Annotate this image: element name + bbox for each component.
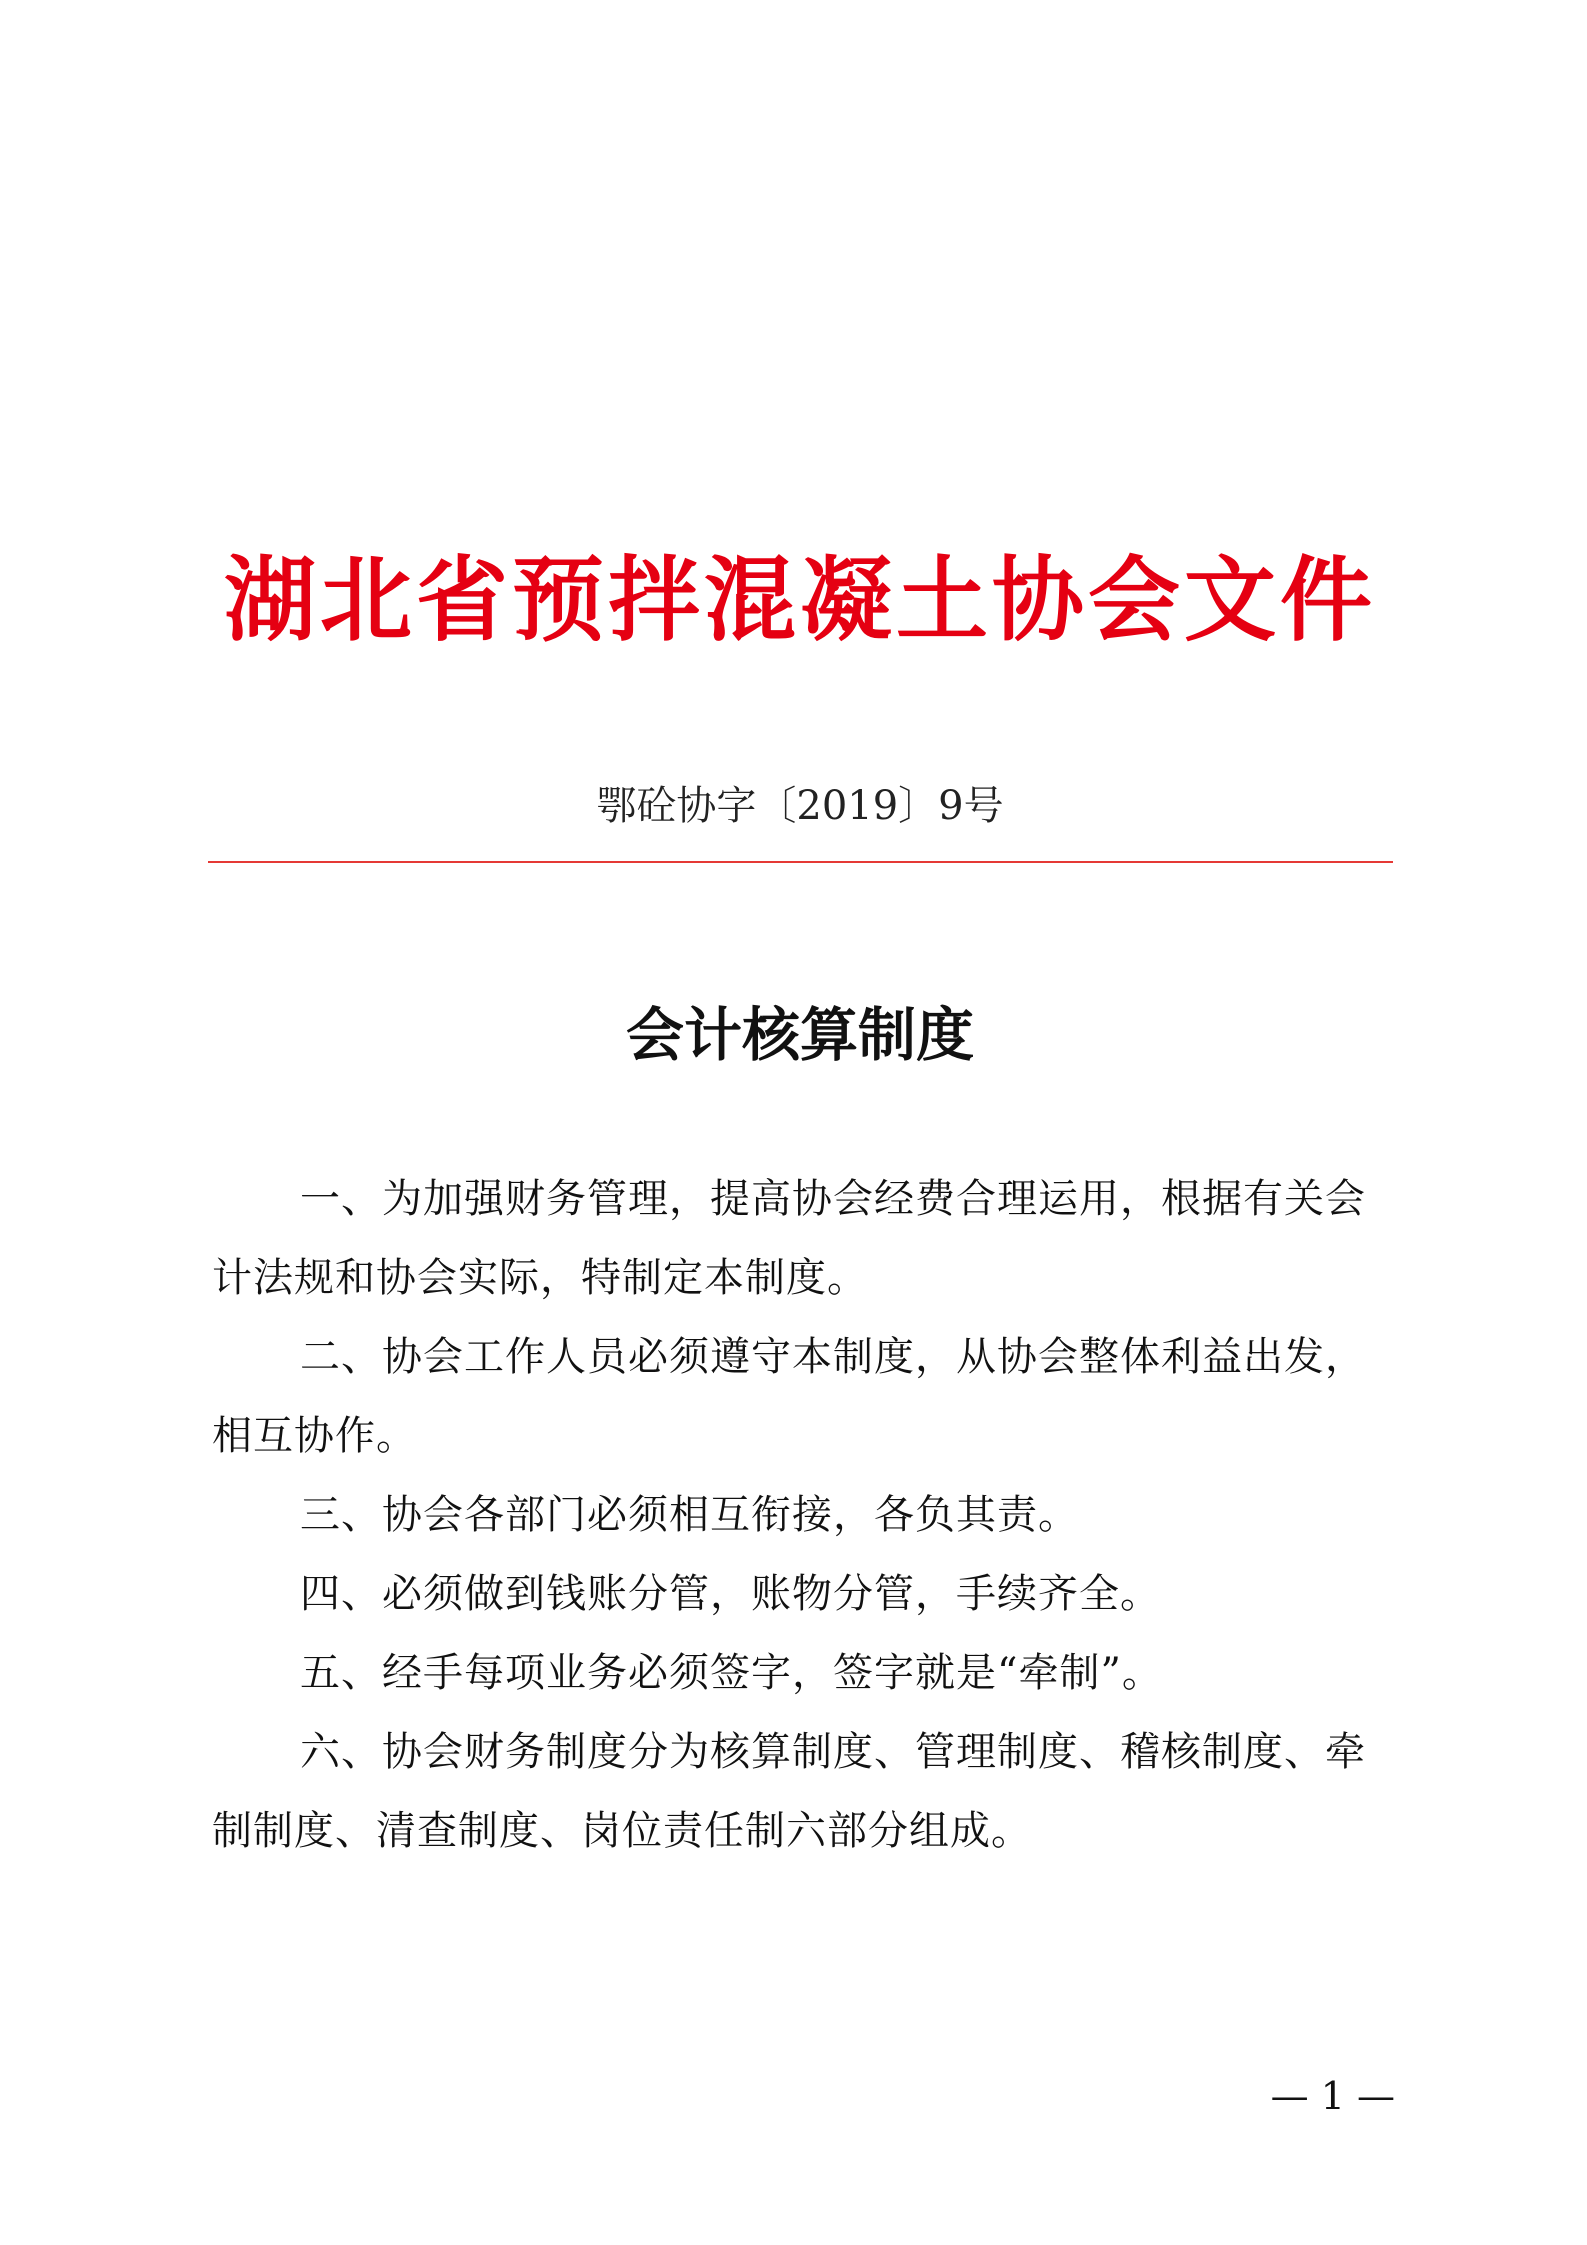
body-line: 相互协作。 bbox=[212, 1413, 417, 1459]
document-title: 会计核算制度 bbox=[625, 1001, 974, 1069]
body-line: 二、协会工作人员必须遵守本制度，从协会整体利益出发， bbox=[300, 1334, 1366, 1380]
organization-header-title: 湖北省预拌混凝土协会文件 bbox=[223, 546, 1376, 654]
body-line: 三、协会各部门必须相互衔接，各负其责。 bbox=[300, 1492, 1079, 1538]
body-line: 五、经手每项业务必须签字，签字就是“牵制”。 bbox=[300, 1650, 1163, 1696]
body-line: 一、为加强财务管理，提高协会经费合理运用，根据有关会 bbox=[300, 1176, 1366, 1222]
document-body bbox=[212, 1160, 1392, 1871]
body-line: 四、必须做到钱账分管，账物分管，手续齐全。 bbox=[300, 1571, 1161, 1617]
body-line: 六、协会财务制度分为核算制度、管理制度、稽核制度、牵 bbox=[300, 1729, 1366, 1775]
document-number: 鄂砼协字〔2019〕9号 bbox=[596, 783, 1004, 829]
body-line: 计法规和协会实际，特制定本制度。 bbox=[212, 1255, 868, 1301]
red-separator-line bbox=[208, 861, 1393, 863]
body-line: 制制度、清查制度、岗位责任制六部分组成。 bbox=[212, 1808, 1032, 1854]
page-number: — 1 — bbox=[1270, 2074, 1395, 2118]
